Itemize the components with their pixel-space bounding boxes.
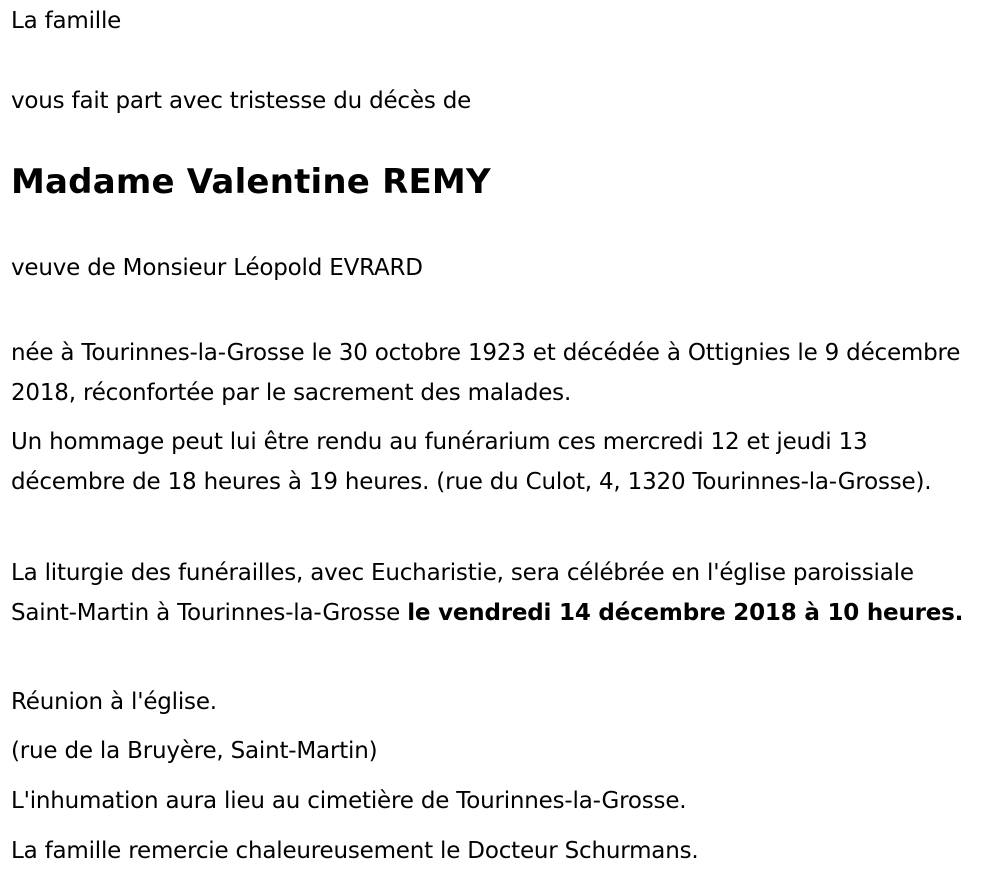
- homage-paragraph: Un hommage peut lui être rendu au funérarium ces mercredi 12 et jeudi 13 décembre de 18 heures à 19 heures. (rue du Culot, 4, 1320 Tourinnes-la-Grosse).: [11, 429, 932, 495]
- birth-death-paragraph: née à Tourinnes-la-Grosse le 30 octobre 1923 et décédée à Ottignies le 9 décembre 2018, réconfortée par le sacrement des malades.: [11, 340, 961, 406]
- church-address: (rue de la Bruyère, Saint-Martin): [11, 738, 378, 764]
- relation-text: veuve de Monsieur Léopold EVRARD: [11, 255, 423, 281]
- intro-text: La famille: [11, 8, 122, 34]
- deceased-name: Madame Valentine REMY: [11, 162, 491, 202]
- announcement-text: vous fait part avec tristesse du décès de: [11, 88, 472, 114]
- liturgy-datetime: le vendredi 14 décembre 2018 à 10 heures.: [407, 600, 964, 626]
- meeting-text: Réunion à l'église.: [11, 689, 217, 715]
- liturgy-text: La liturgie des funérailles, avec Eucharistie, sera célébrée en l'église paroissiale Saint-Martin à Tourinnes-la-Grosse: [11, 560, 914, 626]
- thanks-text: La famille remercie chaleureusement le Docteur Schurmans.: [11, 838, 699, 864]
- liturgy-paragraph: [11, 553, 986, 633]
- burial-text: L'inhumation aura lieu au cimetière de Tourinnes-la-Grosse.: [11, 788, 687, 814]
